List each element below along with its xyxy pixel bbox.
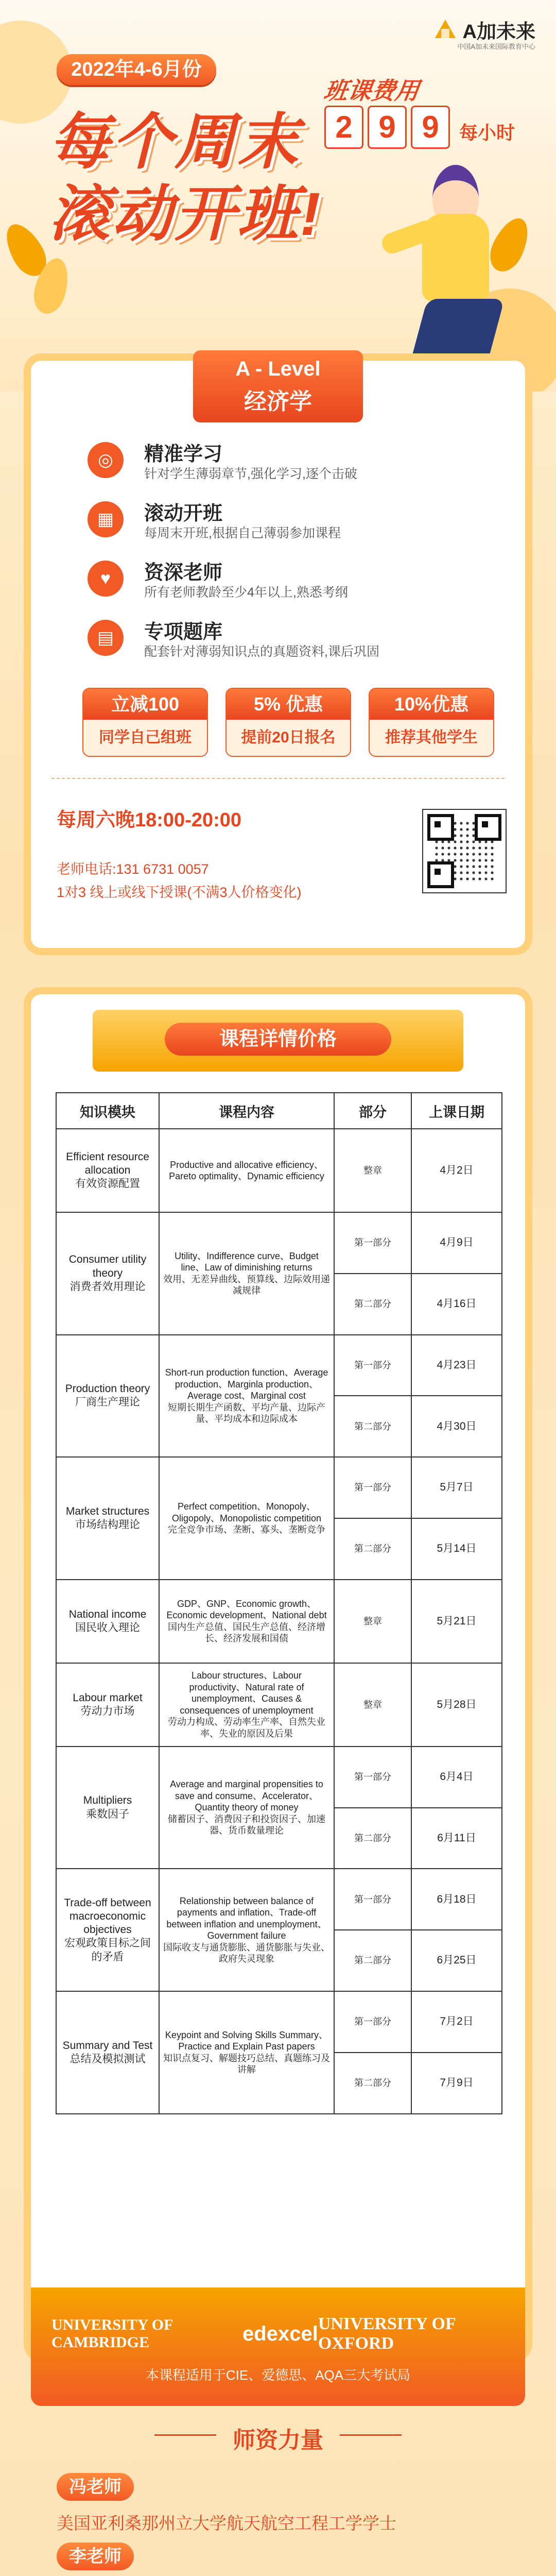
content-cell: Perfect competition、Monopoly、Oligopoly、Monopolistic competition 完全竞争市场、垄断、寡头、垄断竞争 bbox=[159, 1457, 334, 1580]
part-cell: 第二部分 bbox=[334, 1274, 411, 1335]
discount-head: 立减100 bbox=[83, 689, 207, 720]
column-header: 课程内容 bbox=[159, 1093, 334, 1129]
date-cell: 4月2日 bbox=[411, 1129, 502, 1212]
fee-digit: 9 bbox=[368, 106, 407, 149]
course-ribbon bbox=[193, 350, 363, 422]
discount-head: 5% 优惠 bbox=[227, 689, 350, 720]
teacher-item bbox=[57, 2473, 510, 2534]
date-cell: 5月28日 bbox=[411, 1663, 502, 1747]
content-cell: Labour structures、Labour productivity、Natural rate of unemployment、Causes & consequences of unemployment 劳动力构成、劳动率生产率、自然失业率、失业的原因及后果 bbox=[159, 1663, 334, 1747]
feature-item bbox=[88, 556, 510, 608]
feature-item bbox=[88, 497, 510, 549]
hero-section bbox=[0, 0, 556, 392]
feature-desc: 配套针对薄弱知识点的真题资料,课后巩固 bbox=[144, 645, 379, 659]
feature-title: 精准学习 bbox=[144, 444, 223, 465]
table-title: 课程详情价格 bbox=[165, 1023, 391, 1056]
module-cell: National income 国民收入理论 bbox=[56, 1580, 159, 1663]
part-cell: 第二部分 bbox=[334, 1518, 411, 1580]
oxford-logo: UNIVERSITY OF OXFORD bbox=[318, 2314, 456, 2353]
part-cell: 整章 bbox=[334, 1129, 411, 1212]
part-cell: 第二部分 bbox=[334, 1396, 411, 1457]
logo-icon bbox=[432, 20, 459, 40]
date-cell: 6月25日 bbox=[411, 1930, 502, 1991]
table-row bbox=[56, 1747, 502, 1808]
price-table-card bbox=[31, 994, 525, 2354]
teacher-desc: 美国亚利桑那州立大学航天航空工程工学学士 bbox=[57, 2514, 396, 2533]
book-icon: ▤ bbox=[88, 620, 124, 656]
date-cell: 4月23日 bbox=[411, 1335, 502, 1396]
teacher-name: 李老师 bbox=[57, 2543, 134, 2570]
content-cell: Productive and allocative efficiency、Pareto optimality、Dynamic efficiency bbox=[159, 1129, 334, 1212]
headline-line1: 每个周末 bbox=[49, 108, 301, 176]
feature-desc: 针对学生薄弱章节,强化学习,逐个击破 bbox=[144, 467, 357, 481]
course-level: A - Level bbox=[235, 358, 321, 380]
content-cell: Keypoint and Solving Skills Summary、Practice and Explain Past papers 知识点复习、解题技巧总结、真题练习及讲解 bbox=[159, 1991, 334, 2114]
module-cell: Production theory 厂商生产理论 bbox=[56, 1335, 159, 1458]
part-cell: 第一部分 bbox=[334, 1869, 411, 1930]
brand-name: A加未来 bbox=[462, 21, 535, 43]
table-body bbox=[56, 1129, 502, 2114]
table-row bbox=[56, 1869, 502, 1930]
cambridge-logo: UNIVERSITY OF CAMBRIDGE bbox=[51, 2316, 173, 2351]
module-cell: Multipliers 乘数因子 bbox=[56, 1747, 159, 1869]
fee-unit: 每小时 bbox=[459, 122, 515, 143]
feature-item bbox=[88, 438, 510, 489]
date-pill: 2022年4-6月份 bbox=[57, 54, 216, 85]
discount-tag bbox=[225, 688, 351, 757]
calendar-icon: ▦ bbox=[88, 501, 124, 537]
discount-tags bbox=[82, 688, 494, 757]
discount-body: 同学自己组班 bbox=[83, 720, 207, 756]
table-row bbox=[56, 1129, 502, 1212]
student-illustration bbox=[381, 165, 535, 392]
price-table bbox=[56, 1092, 502, 2114]
column-header: 部分 bbox=[334, 1093, 411, 1129]
headline-line2: 滚动开班! bbox=[49, 180, 323, 248]
part-cell: 第一部分 bbox=[334, 1212, 411, 1274]
table-row bbox=[56, 1991, 502, 2053]
date-cell: 5月21日 bbox=[411, 1580, 502, 1663]
module-cell: Summary and Test 总结及模拟测试 bbox=[56, 1991, 159, 2114]
date-cell: 6月11日 bbox=[411, 1808, 502, 1869]
fee-digit: 9 bbox=[411, 106, 450, 149]
module-cell: Market structures 市场结构理论 bbox=[56, 1457, 159, 1580]
discount-body: 推荐其他学生 bbox=[370, 720, 493, 756]
part-cell: 第一部分 bbox=[334, 1747, 411, 1808]
date-cell: 5月14日 bbox=[411, 1518, 502, 1580]
module-cell: Efficient resource allocation 有效资源配置 bbox=[56, 1129, 159, 1212]
date-cell: 6月4日 bbox=[411, 1747, 502, 1808]
module-cell: Trade-off between macroeconomic objectives 宏观政策目标之间的矛盾 bbox=[56, 1869, 159, 1991]
content-cell: Short-run production function、Average production、Marginla production、Average cost、Marginal cost 短期长期生产函数、平均产量、边际产量、平均成本和边际成本 bbox=[159, 1335, 334, 1458]
fee-price bbox=[324, 106, 515, 149]
exam-board-row bbox=[31, 2308, 525, 2411]
class-note: 1对3 线上或线下授课(不满3人价格变化) bbox=[57, 885, 302, 900]
course-info-card bbox=[31, 358, 525, 948]
date-cell: 5月7日 bbox=[411, 1457, 502, 1518]
column-header: 知识模块 bbox=[56, 1093, 159, 1129]
date-cell: 7月2日 bbox=[411, 1991, 502, 2053]
module-cell: Labour market 劳动力市场 bbox=[56, 1663, 159, 1747]
column-header: 上课日期 bbox=[411, 1093, 502, 1129]
date-cell: 4月30日 bbox=[411, 1396, 502, 1457]
staff-title: 师资力量 bbox=[233, 2428, 323, 2453]
table-row bbox=[56, 1663, 502, 1747]
title-line bbox=[340, 2434, 402, 2436]
part-cell: 整章 bbox=[334, 1580, 411, 1663]
content-cell: Utility、Indifference curve、Budget line、Law of diminishing returns 效用、无差异曲线、预算线、边际效用递减规律 bbox=[159, 1212, 334, 1335]
teacher-name: 冯老师 bbox=[57, 2473, 134, 2501]
part-cell: 第一部分 bbox=[334, 1991, 411, 2053]
content-cell: GDP、GNP、Economic growth、Economic development、National debt 国内生产总值、国民生产总值、经济增长、经济发展和国债 bbox=[159, 1580, 334, 1663]
table-row bbox=[56, 1457, 502, 1518]
fee-digit: 2 bbox=[324, 106, 363, 149]
part-cell: 第二部分 bbox=[334, 2053, 411, 2114]
feature-title: 专项题库 bbox=[144, 621, 223, 643]
brand-logo bbox=[432, 15, 535, 44]
feature-title: 滚动开班 bbox=[144, 503, 223, 524]
date-cell: 6月18日 bbox=[411, 1869, 502, 1930]
course-subject: 经济学 bbox=[244, 389, 312, 414]
exam-note: 本课程适用于CIE、爱德思、AQA三大考试局 bbox=[145, 2367, 411, 2383]
table-header-row bbox=[56, 1093, 502, 1129]
date-cell: 4月16日 bbox=[411, 1274, 502, 1335]
qr-code[interactable] bbox=[422, 809, 507, 893]
feature-item bbox=[88, 616, 510, 667]
part-cell: 第一部分 bbox=[334, 1335, 411, 1396]
discount-tag bbox=[82, 688, 208, 757]
edexcel-logo: edexcel bbox=[242, 2322, 318, 2345]
discount-head: 10%优惠 bbox=[370, 689, 493, 720]
heart-icon: ♥ bbox=[88, 561, 124, 597]
content-cell: Average and marginal propensities to save and consume、Accelerator、Quantity theory of money 储蓄因子、消费因子和投资因子、加速器、货币数量理论 bbox=[159, 1747, 334, 1869]
table-row bbox=[56, 1212, 502, 1274]
fee-label: 班课费用 bbox=[322, 77, 421, 104]
exam-logos bbox=[51, 2308, 505, 2360]
feature-title: 资深老师 bbox=[144, 562, 223, 584]
table-row bbox=[56, 1580, 502, 1663]
part-cell: 第一部分 bbox=[334, 1457, 411, 1518]
part-cell: 整章 bbox=[334, 1663, 411, 1747]
date-cell: 4月9日 bbox=[411, 1212, 502, 1274]
teacher-item bbox=[57, 2543, 510, 2576]
class-schedule: 每周六晚18:00-20:00 bbox=[57, 809, 242, 831]
divider bbox=[51, 778, 505, 779]
module-cell: Consumer utility theory 消费者效用理论 bbox=[56, 1212, 159, 1335]
teacher-phone: 老师电话:131 6731 0057 bbox=[57, 861, 209, 877]
target-icon: ◎ bbox=[88, 442, 124, 478]
table-row bbox=[56, 1335, 502, 1396]
part-cell: 第二部分 bbox=[334, 1808, 411, 1869]
feature-desc: 所有老师教龄至少4年以上,熟悉考纲 bbox=[144, 585, 348, 600]
brand-subtitle: 中国A加未来国际教育中心 bbox=[457, 43, 535, 50]
content-cell: Relationship between balance of payments and inflation、Trade-off between inflation and unemployment、Government failure 国际收支与通货膨胀、通货膨胀与失业、政府失灵现象 bbox=[159, 1869, 334, 1991]
feature-desc: 每周末开班,根据自己薄弱参加课程 bbox=[144, 526, 341, 540]
discount-body: 提前20日报名 bbox=[227, 720, 350, 756]
date-cell: 7月9日 bbox=[411, 2053, 502, 2114]
part-cell: 第二部分 bbox=[334, 1930, 411, 1991]
discount-tag bbox=[369, 688, 494, 757]
